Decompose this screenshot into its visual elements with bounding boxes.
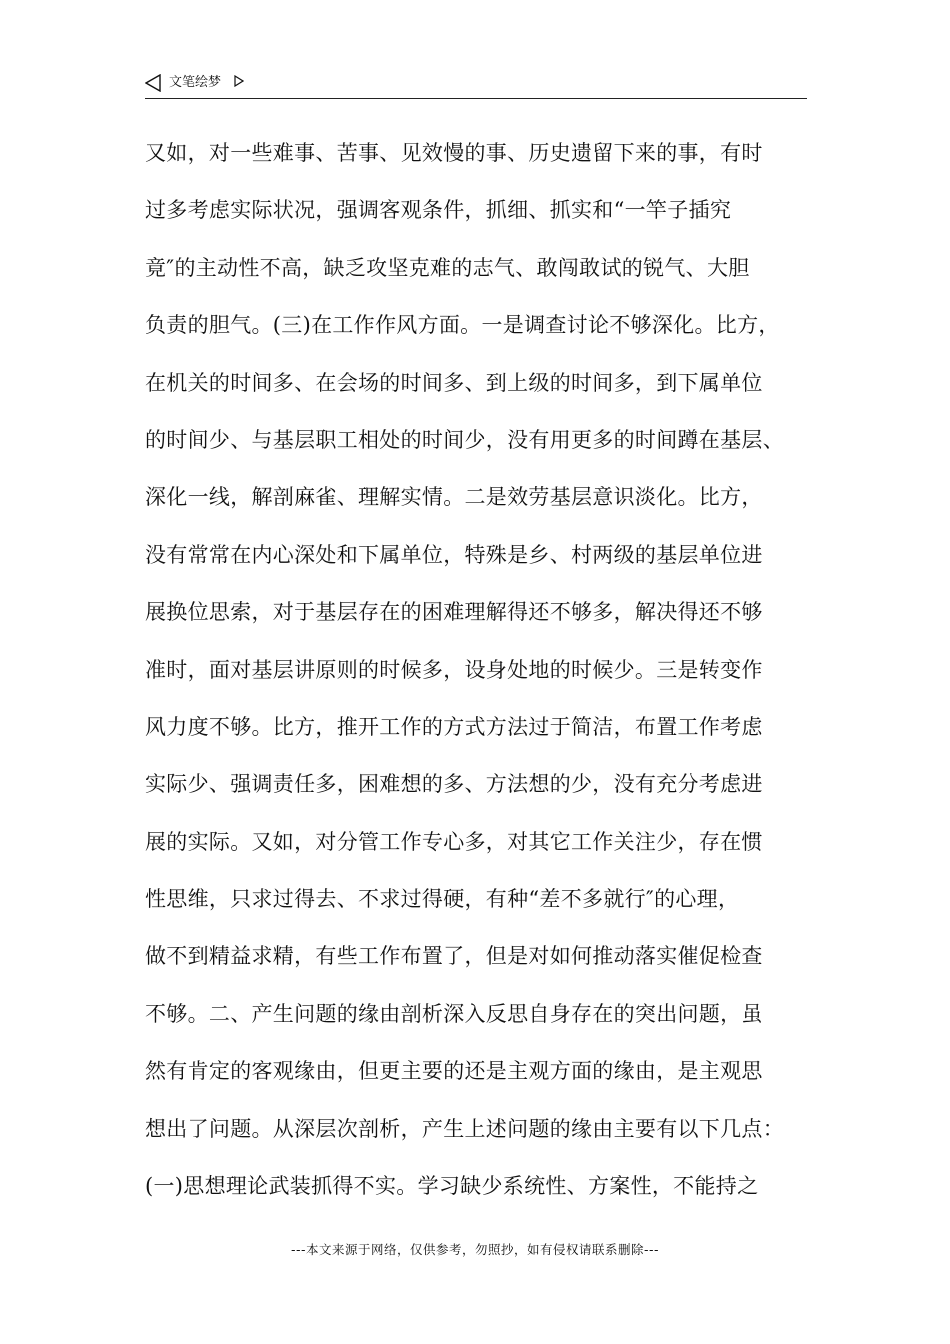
text-line: 不够。二、产生问题的缘由剖析深入反思自身存在的突出问题，虽	[145, 1001, 763, 1026]
text-line: 展的实际。又如，对分管工作专心多，对其它工作关注少，存在惯	[145, 829, 763, 854]
text-line: 做不到精益求精，有些工作布置了，但是对如何推动落实催促检查	[145, 944, 763, 969]
text-line: 又如，对一些难事、苦事、见效慢的事、历史遗留下来的事，有时	[145, 141, 763, 165]
text-line: 性思维，只求过得去、不求过得硬，有种“差不多就行″的心理，	[145, 887, 740, 912]
text-line: 展换位思索，对于基层存在的困难理解得还不够多，解决得还不够	[145, 600, 763, 625]
triangle-right-icon	[234, 75, 244, 87]
text-line: 没有常常在内心深处和下属单位，特殊是乡、村两级的基层单位进	[145, 542, 763, 567]
text-line: 在机关的时间多、在会场的时间多、到上级的时间多，到下属单位	[145, 370, 763, 395]
page-header	[145, 72, 807, 99]
header-brand: 文笔绘梦	[169, 75, 222, 90]
triangle-left-icon	[145, 74, 161, 92]
text-line: 想出了问题。从深层次剖析，产生上述问题的缘由主要有以下几点：	[145, 1116, 784, 1141]
text-line: 准时，面对基层讲原则的时候多，设身处地的时候少。三是转变作	[145, 657, 763, 682]
text-line: 过多考虑实际状况，强调客观条件，抓细、抓实和“一竿子插究	[145, 198, 732, 223]
footer-notice: ---本文来源于网络，仅供参考，勿照抄，如有侵权请联系删除---	[290, 1242, 660, 1257]
text-line: (一)思想理论武装抓得不实。学习缺少系统性、方案性，不能持之	[145, 1174, 759, 1199]
text-line: 风力度不够。比方，推开工作的方式方法过于简洁，布置工作考虑	[145, 714, 763, 739]
text-line: 的时间少、与基层职工相处的时间少，没有用更多的时间蹲在基层、	[145, 427, 784, 452]
text-line: 实际少、强调责任多，困难想的多、方法想的少，没有充分考虑进	[145, 772, 763, 797]
text-line: 负责的胆气。(三)在工作作风方面。一是调查讨论不够深化。比方，	[145, 313, 780, 338]
text-line: 深化一线，解剖麻雀、理解实情。二是效劳基层意识淡化。比方，	[145, 485, 763, 510]
text-line: 竟″的主动性不高，缺乏攻坚克难的志气、敢闯敢试的锐气、大胆	[145, 255, 750, 280]
text-line: 然有肯定的客观缘由，但更主要的还是主观方面的缘由，是主观思	[145, 1059, 763, 1084]
body-text	[145, 132, 825, 1222]
